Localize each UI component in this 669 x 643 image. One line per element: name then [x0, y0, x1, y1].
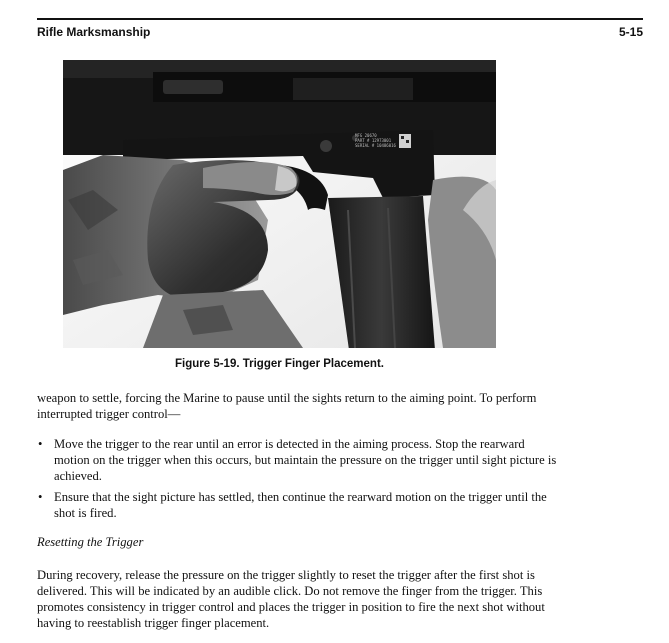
reset-paragraph: During recovery, release the pressure on the trigger slightly to reset the trigger after the first shot is delivered. This will be indicated by an audible click. Do not remove the finger from the trigger. This promotes consistency in trigger control and places the trigger in position to fire the next shot without having to reestablish trigger finger placement.: [37, 568, 545, 630]
running-head-title: Rifle Marksmanship: [37, 25, 151, 39]
receiver-marking: MFG 20670: [355, 133, 377, 138]
page-number: 5-15: [618, 25, 643, 39]
list-item-text: Ensure that the sight picture has settled, then continue the rearward motion on the trigger until the shot is fired.: [54, 490, 547, 520]
photo-illustration: [63, 60, 496, 348]
list-item-text: Move the trigger to the rear until an error is detected in the aiming process. Stop the rearward motion on the trigger when this occurs, but maintain the pressure on the trigger until sight picture is achieved.: [54, 437, 557, 483]
instruction-list: [37, 436, 557, 526]
trigger-finger-photo: [63, 60, 496, 348]
list-item: [37, 436, 557, 484]
list-item: [37, 489, 557, 521]
intro-paragraph: weapon to settle, forcing the Marine to pause until the sights return to the aiming point. To perform interrupted trigger control—: [37, 391, 537, 421]
section-subheading: Resetting the Trigger: [37, 535, 144, 549]
bullet-icon: •: [38, 437, 43, 451]
figure-caption: Figure 5-19. Trigger Finger Placement.: [175, 358, 384, 370]
receiver-marking: PART # 12973001: [355, 138, 392, 143]
bullet-icon: •: [38, 490, 43, 504]
page-header: [37, 18, 643, 39]
receiver-marking: SERIAL # 10486016: [355, 143, 396, 148]
